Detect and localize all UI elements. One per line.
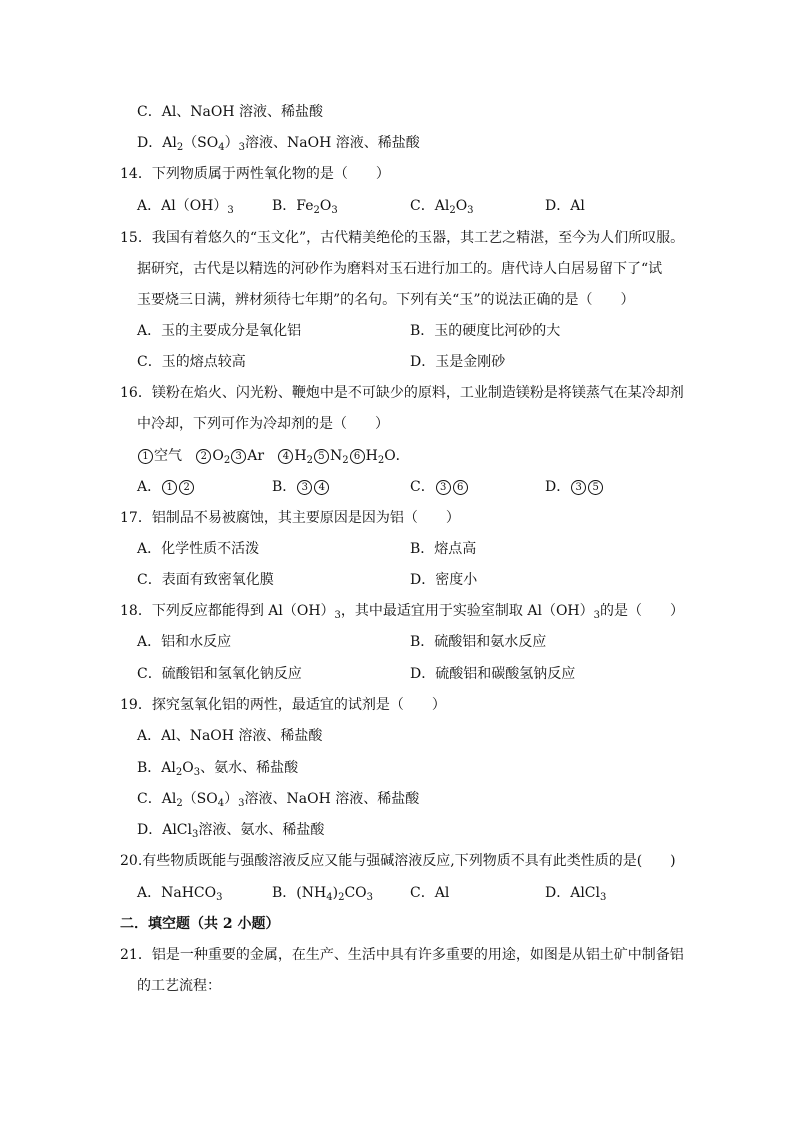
q14-option-b: B．$Fe_2O_3$ — [272, 198, 338, 216]
q15-stem-line-1: 15．我国有着悠久的“玉文化”，古代精美绝伦的玉器，其工艺之精湛，至今为人们所叹服。 — [120, 230, 685, 246]
q18-option-b: B．硫酸铝和氨水反应 — [410, 634, 547, 650]
q20-option-a: A．NaHCO$_3$ — [137, 885, 223, 903]
q20-option-b: B．$(NH_4)_2CO_3$ — [272, 885, 374, 903]
q14-option-a: A．$Al(OH)_3$ — [137, 198, 234, 216]
q18-stem: 18．下列反应都能得到 $Al(OH)_3$，其中最适宜用于实验室制取 $Al(OH)_3$的是（ ） — [120, 603, 685, 621]
q15-option-c: C．玉的熔点较高 — [137, 354, 246, 370]
q19-option-a: A．Al、NaOH 溶液、稀盐酸 — [137, 728, 323, 744]
q16-stem-line-2: 中冷却，下列可作为冷却剂的是（ ） — [137, 416, 389, 432]
q15-option-d: D．玉是金刚砂 — [410, 354, 506, 370]
q14-option-c: C．$Al_2O_3$ — [410, 198, 474, 216]
q18-option-a: A．铝和水反应 — [137, 634, 232, 650]
q17-option-b: B．熔点高 — [410, 541, 477, 557]
q21-stem-line-2: 的工艺流程： — [137, 978, 221, 994]
q16-option-d: D． 3 5 — [545, 477, 604, 497]
q17-option-a: A．化学性质不活泼 — [137, 541, 260, 557]
q18-option-d: D．硫酸铝和碳酸氢钠反应 — [410, 666, 576, 682]
q17-option-d: D．密度小 — [410, 572, 478, 588]
q15-stem-line-2: 据研究，古代是以精选的河砂作为磨料对玉石进行加工的。唐代诗人白居易留下了“试 — [137, 261, 663, 277]
q20-stem: 20.有些物质既能与强酸溶液反应又能与强碱溶液反应,下列物质不具有此类性质的是( ) — [120, 853, 676, 869]
q20-option-c: C．Al — [410, 885, 450, 901]
q21-stem-line-1: 21．铝是一种重要的金属，在生产、生活中具有许多重要的用途，如图是从铝土矿中制备铝 — [120, 947, 684, 963]
q13-option-c: C．Al、NaOH 溶液、稀盐酸 — [137, 104, 324, 120]
q14-option-d: D．Al — [545, 198, 585, 214]
q17-option-c: C．表面有致密氧化膜 — [137, 572, 274, 588]
q19-stem: 19．探究氢氧化铝的两性，最适宜的试剂是（ ） — [120, 697, 446, 713]
q15-option-a: A．玉的主要成分是氧化铝 — [137, 323, 302, 339]
q15-option-b: B．玉的硬度比河砂的大 — [410, 323, 561, 339]
q19-option-c: C．$Al_2(SO_4)_3$溶液、NaOH 溶液、稀盐酸 — [137, 791, 420, 809]
section-heading: 二．填空题（共 2 小题） — [120, 916, 280, 932]
q20-option-d: D．AlCl$_3$ — [545, 885, 607, 903]
q14-stem: 14．下列物质属于两性氧化物的是（ ） — [120, 166, 390, 182]
q16-option-b: B． 3 4 — [272, 477, 330, 497]
q17-stem: 17．铝制品不易被腐蚀，其主要原因是因为铝（ ） — [120, 510, 460, 526]
q16-option-c: C． 3 6 — [410, 477, 469, 497]
q19-option-d: D．AlCl$_3$溶液、氨水、稀盐酸 — [137, 822, 325, 840]
q15-stem-line-3: 玉要烧三日满，辨材须待七年期”的名句。下列有关“玉”的说法正确的是（ ） — [137, 292, 635, 308]
q19-option-b: B．$Al_2O_3$、氨水、稀盐酸 — [137, 760, 299, 778]
q16-candidates: 1 空气 2 $O_2$ 3 Ar 4 $H_2$ 5 $N_2$ 6 $H_2O$． — [137, 446, 410, 466]
q16-option-a: A． 1 2 — [137, 477, 195, 497]
q18-option-c: C．硫酸铝和氢氧化钠反应 — [137, 666, 302, 682]
q13-option-d: D．$Al_2(SO_4)_3$溶液、NaOH 溶液、稀盐酸 — [137, 135, 420, 153]
q16-stem-line-1: 16．镁粉在焰火、闪光粉、鞭炮中是不可缺少的原料，工业制造镁粉是将镁蒸气在某冷却剂 — [120, 385, 684, 401]
